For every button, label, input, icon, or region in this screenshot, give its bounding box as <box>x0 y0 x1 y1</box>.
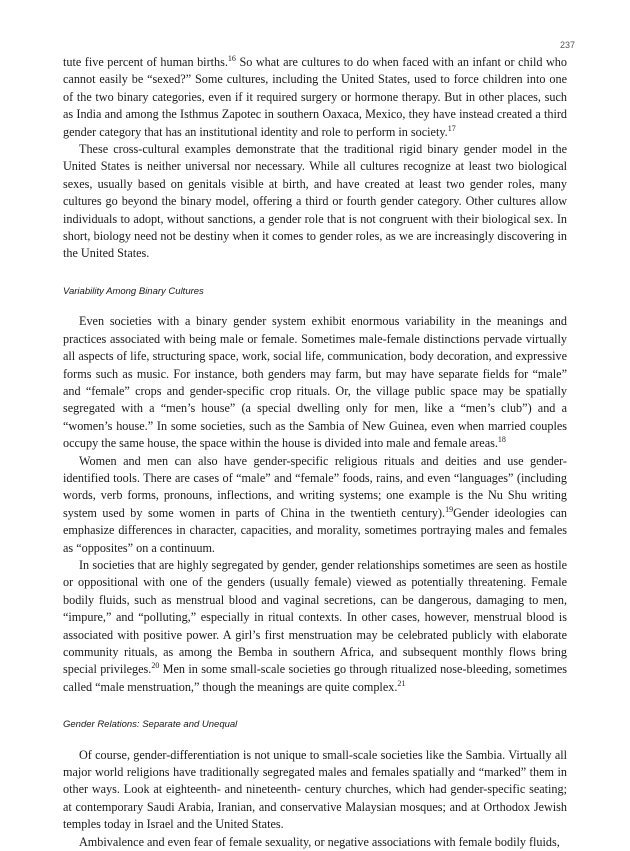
paragraph: These cross-cultural examples demonstrate that the traditional rigid binary gender model in the United States is neither universal nor necessary. While all cultures recognize at least two biological sexes, usually based on genitals visible at birth, and have created at least two gender roles, many cultures go beyond the binary model, offering a third or fourth gender category. Other cultures allow individuals to adopt, without sanctions, a gender role that is not congruent with their biological sex. In short, biology need not be destiny when it comes to gender roles, as we are increasingly discovering in the United States. <box>63 142 567 261</box>
section-heading: Gender Relations: Separate and Unequal <box>63 719 238 731</box>
footnote-ref[interactable]: 18 <box>497 435 506 445</box>
paragraph <box>63 313 567 452</box>
paragraph-text: Men in some small-scale societies go through ritualized nose-bleeding, sometimes called “male menstruation,” though the meanings are quite complex. <box>63 662 567 694</box>
footnote-ref[interactable]: 21 <box>397 678 406 688</box>
paragraph-text: tute five percent of human births. <box>63 55 228 69</box>
footnote-ref[interactable]: 20 <box>151 661 160 671</box>
paragraph: Ambivalence and even fear of female sexuality, or negative associations with female bodily fluids, <box>79 834 560 849</box>
footnote-ref[interactable]: 16 <box>227 54 236 63</box>
paragraph <box>63 453 567 557</box>
paragraph-text: Even societies with a binary gender system exhibit enormous variability in the meanings and practices associated with being male or female. Sometimes male-female distinctions pervade virtually all aspects of life, structuring space, work, social life, communication, body decoration, and expressive forms such as music. For instance, both genders may farm, but may have separate fields for “male” and “female” crops and gender-specific crop rituals. Or, the village public space may be spatially segregated with a “men’s house” (a special dwelling only for men, like a “men’s club”) and a “women’s house.” In some societies, such as the Sambia of New Guinea, even when married couples occupy the same house, the space within the house is divided into male and female areas. <box>63 314 567 451</box>
paragraph <box>63 557 567 696</box>
paragraph <box>63 54 567 141</box>
section-heading: Variability Among Binary Cultures <box>63 285 204 297</box>
paragraph-text: So what are cultures to do when faced with an infant or child who cannot easily be “sexed?” Some cultures, including the United States, used to force children into one of the two binary categories, even if it required surgery or hormone therapy. But in other places, such as India and among the Isthmus Zapotec in southern Oaxaca, Mexico, they have instead created a third gender category that has an institutional identity and role to perform in society. <box>63 55 567 139</box>
footnote-ref[interactable]: 19 <box>445 504 454 514</box>
paragraph: Of course, gender-differentiation is not unique to small-scale societies like the Sambia. Virtually all major world religions have traditionally segregated males and females spatially and “marked” them in other ways. Look at eighteenth- and nineteenth- century churches, which had gender-specific seating; at contemporary Saudi Arabia, Iranian, and conservative Malaysian mosques; and at Orthodox Jewish temples today in Israel and the United States. <box>63 747 567 832</box>
page-number: 237 <box>559 40 575 50</box>
footnote-ref[interactable]: 17 <box>447 123 456 133</box>
paragraph-text: Women and men can also have gender-specific religious rituals and deities and use gender-identified tools. There are cases of “male” and “female” foods, rains, and even “languages” (including words, verb forms, pronouns, inflections, and writing systems; one example is the Nu Shu writing system used by some women in parts of China in the twentieth century). <box>63 453 567 520</box>
paragraph-text: In societies that are highly segregated by gender, gender relationships sometimes are seen as hostile or oppositional with one of the genders (usually female) viewed as potentially threatening. Female bodily fluids, such as menstrual blood and vaginal secretions, can be dangerous, damaging to men, “impure,” and “polluting,” especially in ritual contexts. In other cases, however, menstrual blood is associated with positive power. A girl’s first menstruation may be celebrated publicly with elaborate community rituals, as among the Bemba in southern Africa, and subsequent monthly flows bring special privileges. <box>63 557 567 677</box>
page-body <box>63 54 567 851</box>
paragraph-text: Gender ideologies can emphasize differences in character, capacities, and morality, sometimes portraying males and females as “opposites” on a continuum. <box>63 505 567 555</box>
